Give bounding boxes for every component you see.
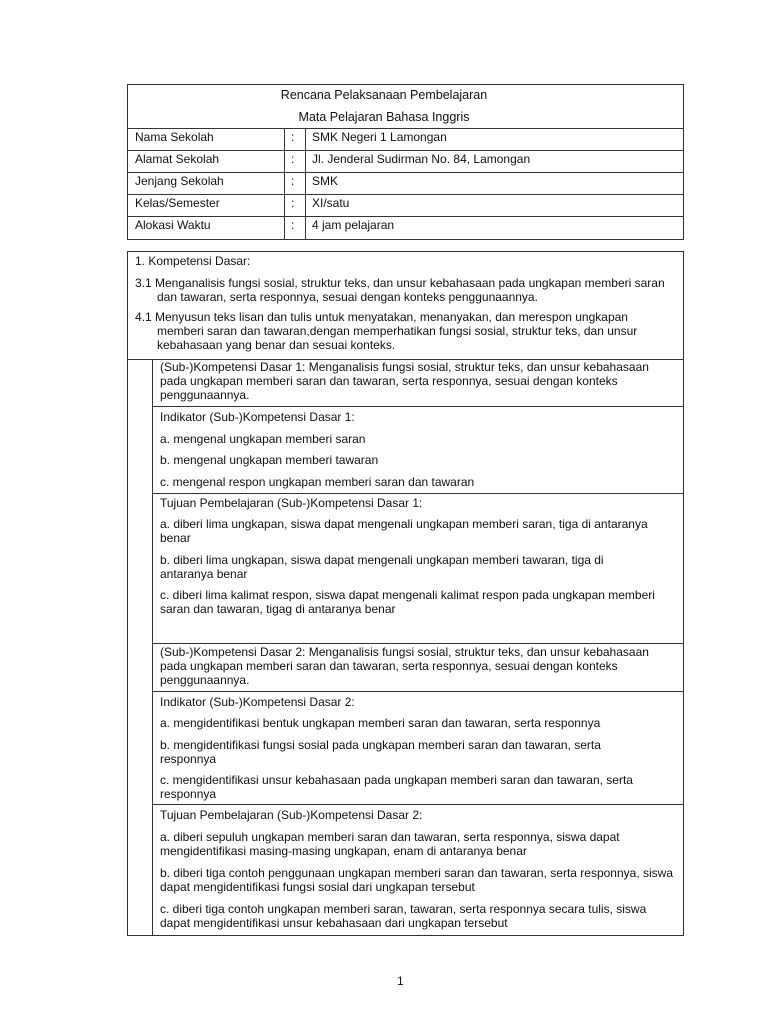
tujuan-2-item: b. diberi tiga contoh penggunaan ungkapan memberi saran dan tawaran, serta responnya, siswa dapat mengidentifikasi fungsi sosial dari ungkapan tersebut — [160, 866, 673, 894]
time-allocation-value: 4 jam pelajaran — [312, 218, 395, 232]
row-sep: : — [291, 174, 295, 188]
school-address-value: Jl. Jenderal Sudirman No. 84, Lamongan — [312, 152, 531, 166]
document-title: Rencana Pelaksanaan Pembelajaran — [280, 88, 488, 102]
row-label: Kelas/Semester — [135, 196, 220, 210]
kd-4-1: 4.1 Menyusun teks lisan dan tulis untuk menyatakan, menanyakan, dan merespon ungkapan memberi saran dan tawaran,dengan memperhatikan fungsi sosial, struktur teks, dan unsur kebahasaan yang benar dan sesuai konteks. — [135, 310, 638, 352]
page-number: 1 — [397, 974, 404, 988]
sub-kd-2-title: (Sub-)Kompetensi Dasar 2: Menganalisis fungsi sosial, struktur teks, dan unsur kebahasaan pada ungkapan memberi saran dan tawaran, serta responnya, sesuai dengan konteks penggunaannya. — [160, 645, 649, 687]
indikator-2-item: a. mengidentifikasi bentuk ungkapan memberi saran dan tawaran, serta responnya — [160, 716, 601, 730]
tujuan-2-item: c. diberi tiga contoh ungkapan memberi saran, tawaran, serta responnya secara tulis, siswa dapat mengidentifikasi unsur kebahasaan dari ungkapan tersebut — [160, 902, 647, 930]
indikator-2-title: Indikator (Sub-)Kompetensi Dasar 2: — [160, 695, 355, 709]
row-sep: : — [291, 218, 295, 232]
indikator-1-title: Indikator (Sub-)Kompetensi Dasar 1: — [160, 410, 355, 424]
indikator-2-item: c. mengidentifikasi unsur kebahasaan pada ungkapan memberi saran dan tawaran, serta responnya — [160, 773, 633, 801]
row-sep: : — [291, 196, 295, 210]
subject-title: Mata Pelajaran Bahasa Inggris — [298, 110, 470, 124]
row-label: Alokasi Waktu — [135, 218, 211, 232]
row-label: Jenjang Sekolah — [135, 174, 224, 188]
kd-heading: 1. Kompetensi Dasar: — [135, 254, 251, 268]
tujuan-2-item: a. diberi sepuluh ungkapan memberi saran dan tawaran, serta responnya, siswa dapat mengidentifikasi masing-masing ungkapan, enam di antaranya benar — [160, 830, 620, 858]
indikator-1-item: a. mengenal ungkapan memberi saran — [160, 432, 366, 446]
row-sep: : — [291, 152, 295, 166]
tujuan-2-title: Tujuan Pembelajaran (Sub-)Kompetensi Dasar 2: — [160, 808, 423, 822]
indikator-2-item: b. mengidentifikasi fungsi sosial pada ungkapan memberi saran dan tawaran, serta responnya — [160, 738, 601, 766]
indikator-1-item: b. mengenal ungkapan memberi tawaran — [160, 453, 379, 467]
school-level-value: SMK — [312, 174, 339, 188]
indikator-1-item: c. mengenal respon ungkapan memberi saran dan tawaran — [160, 475, 475, 489]
sub-kd-1-title: (Sub-)Kompetensi Dasar 1: Menganalisis fungsi sosial, struktur teks, dan unsur kebahasaan pada ungkapan memberi saran dan tawaran, serta responnya, sesuai dengan konteks penggunaannya. — [160, 360, 649, 402]
school-name-value: SMK Negeri 1 Lamongan — [312, 130, 447, 144]
tujuan-1-item: b. diberi lima ungkapan, siswa dapat mengenali ungkapan memberi tawaran, tiga di antaranya benar — [160, 553, 604, 581]
tujuan-1-item: c. diberi lima kalimat respon, siswa dapat mengenali kalimat respon pada ungkapan memberi saran dan tawaran, tigag di antaranya benar — [160, 588, 655, 616]
row-label: Alamat Sekolah — [135, 152, 220, 166]
tujuan-1-item: a. diberi lima ungkapan, siswa dapat mengenali ungkapan memberi saran, tiga di antaranya benar — [160, 517, 648, 545]
tujuan-1-title: Tujuan Pembelajaran (Sub-)Kompetensi Dasar 1: — [160, 496, 423, 510]
kd-3-1: 3.1 Menganalisis fungsi sosial, struktur teks, dan unsur kebahasaan pada ungkapan memberi saran dan tawaran, serta responnya, sesuai dengan konteks penggunaannya. — [135, 276, 665, 304]
class-semester-value: XI/satu — [312, 196, 350, 210]
row-label: Nama Sekolah — [135, 130, 214, 144]
row-sep: : — [291, 130, 295, 144]
